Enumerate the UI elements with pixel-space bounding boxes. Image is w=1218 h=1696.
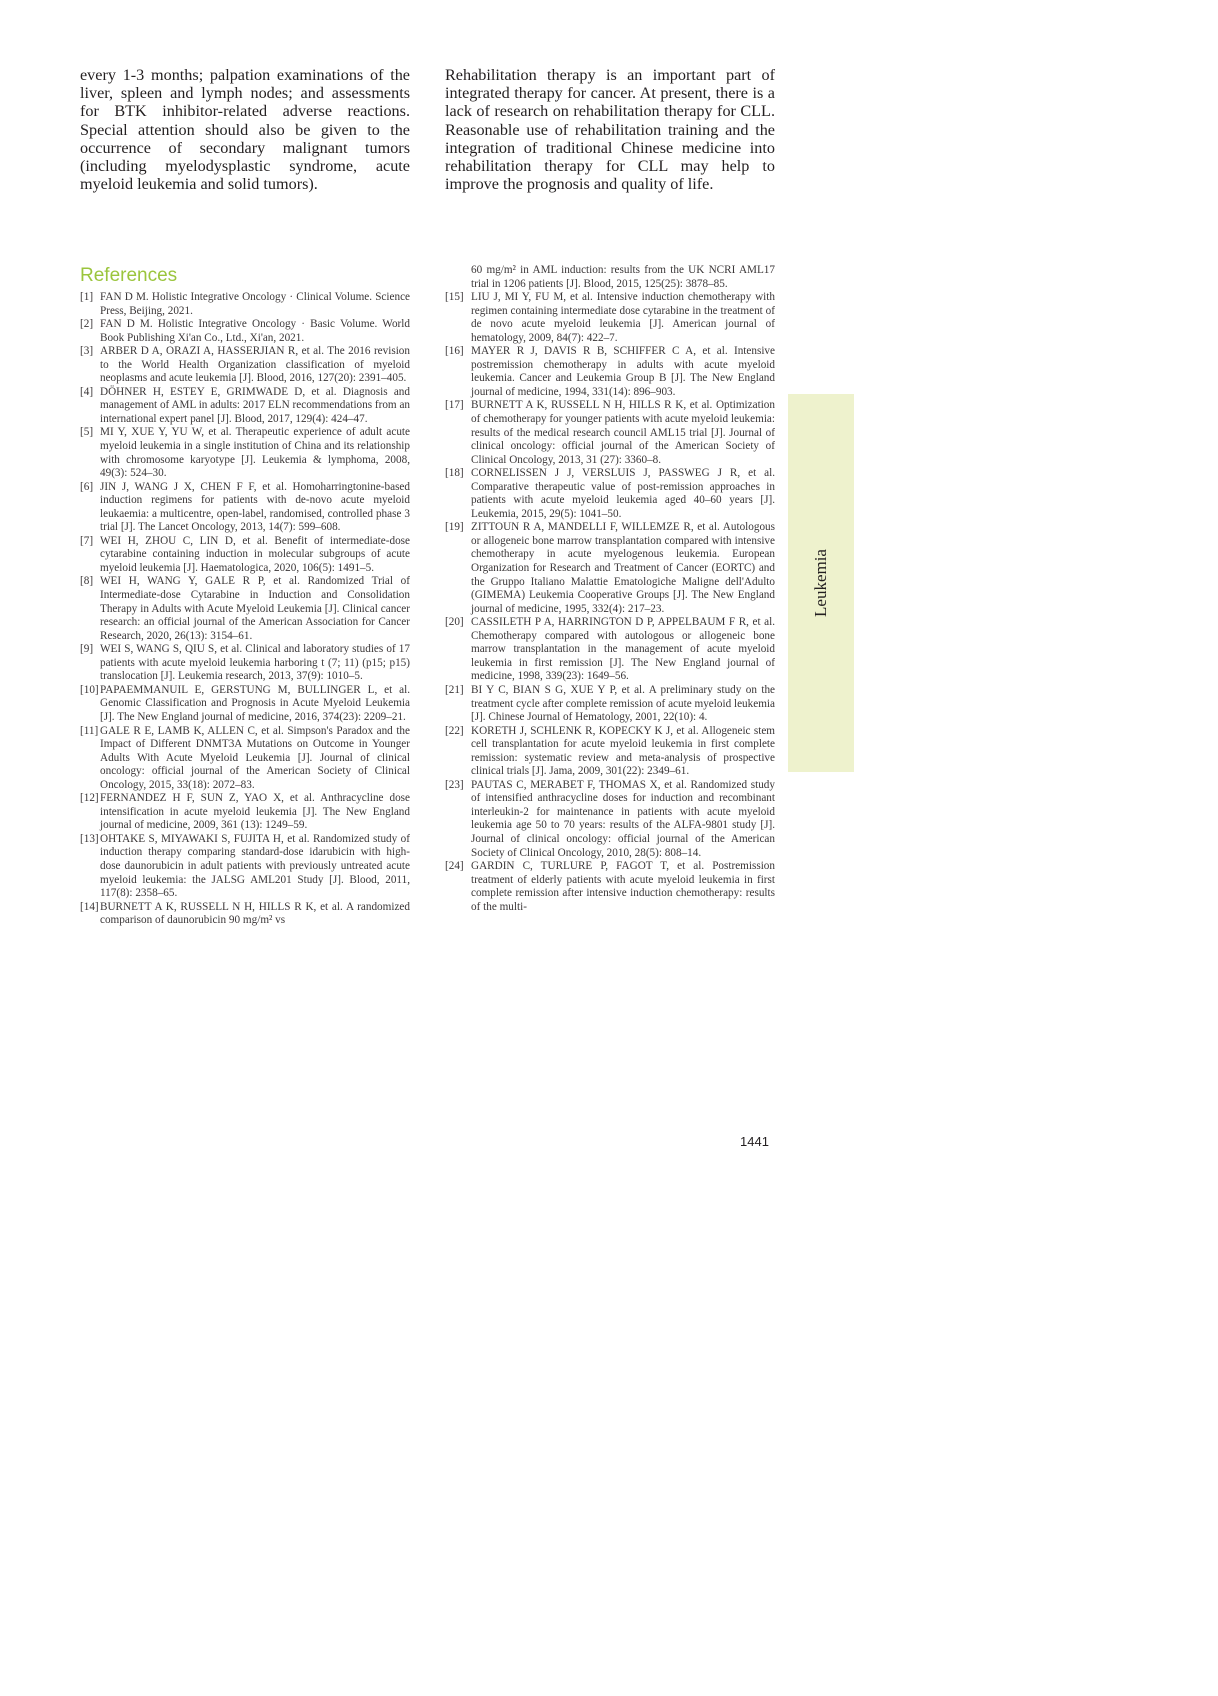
reference-item <box>445 345 775 399</box>
reference-number: [22] <box>445 724 464 737</box>
reference-list-left <box>80 291 410 928</box>
reference-number: [17] <box>445 399 464 412</box>
reference-continuation: 60 mg/m² in AML induction: results from the UK NCRI AML17 trial in 1206 patients [J]. Blood, 2015, 125(25): 3878–85. <box>471 264 775 290</box>
reference-number: [3] <box>80 345 94 358</box>
reference-number: [19] <box>445 521 464 534</box>
reference-number: [15] <box>445 291 464 304</box>
reference-text: LIU J, MI Y, FU M, et al. Intensive induction chemotherapy with regimen containing intermediate dose cytarabine in the treatment of de novo acute myeloid leukemia [J]. American journal of hematology, 2009, 84(7): 422–7. <box>471 291 775 344</box>
reference-number: [12] <box>80 792 99 805</box>
reference-text: DÖHNER H, ESTEY E, GRIMWADE D, et al. Diagnosis and management of AML in adults: 2017 ELN recommendations from an international expert panel [J]. Blood, 2017, 129(4): 424–47. <box>100 385 410 425</box>
reference-number: [20] <box>445 616 464 629</box>
reference-item <box>80 575 410 643</box>
reference-number: [5] <box>80 426 94 439</box>
reference-item <box>80 792 410 833</box>
reference-text: MI Y, XUE Y, YU W, et al. Therapeutic experience of adult acute myeloid leukemia in a single institution of China and its relationship with chromosome karyotype [J]. Leukemia & lymphoma, 2008, 49(3): 524–30. <box>100 426 410 480</box>
body-text-right <box>445 66 775 193</box>
reference-text: GARDIN C, TURLURE P, FAGOT T, et al. Postremission treatment of elderly patients with acute myeloid leukemia in first complete remission after intensive induction chemotherapy: results of the multi- <box>471 860 775 913</box>
reference-item <box>445 860 775 914</box>
reference-item <box>80 386 410 427</box>
reference-item <box>80 291 410 318</box>
reference-number: [7] <box>80 534 94 547</box>
reference-item <box>80 684 410 725</box>
reference-number: [2] <box>80 318 94 331</box>
reference-text: FAN D M. Holistic Integrative Oncology · Basic Volume. World Book Publishing Xi'an Co., Ltd., Xi'an, 2021. <box>100 318 410 344</box>
reference-item <box>80 901 410 928</box>
reference-number: [23] <box>445 778 464 791</box>
reference-list-right <box>445 264 775 914</box>
reference-item <box>445 684 775 725</box>
reference-item <box>445 725 775 779</box>
reference-text: FAN D M. Holistic Integrative Oncology · Clinical Volume. Science Press, Beijing, 2021. <box>100 291 410 317</box>
reference-text: CORNELISSEN J J, VERSLUIS J, PASSWEG J R, et al. Comparative therapeutic value of post-remission approaches in patients with acute myeloid leukemia aged 40–60 years [J]. Leukemia, 2015, 29(5): 1041–50. <box>471 467 775 520</box>
reference-item <box>80 643 410 684</box>
reference-number: [4] <box>80 385 94 398</box>
page-number: 1441 <box>740 1134 769 1149</box>
body-paragraph: every 1-3 months; palpation examinations of the liver, spleen and lymph nodes; and assessments for BTK inhibitor-related adverse reactions. Special attention should also be given to the occurrence of secondary malignant tumors (including myelodysplastic syndrome, acute myeloid leukemia and solid tumors). <box>80 66 410 194</box>
reference-text: JIN J, WANG J X, CHEN F F, et al. Homoharringtonine-based induction regimens for patients with de-novo acute myeloid leukaemia: a multicentre, open-label, randomised, controlled phase 3 trial [J]. The Lancet Oncology, 2013, 14(7): 599–608. <box>100 480 410 534</box>
reference-item <box>445 291 775 345</box>
body-text-left <box>80 66 410 193</box>
section-tab <box>788 394 854 772</box>
reference-number: [16] <box>445 345 464 358</box>
reference-number: [18] <box>445 467 464 480</box>
body-paragraph: Rehabilitation therapy is an important part of integrated therapy for cancer. At present, there is a lack of research on rehabilitation therapy for CLL. Reasonable use of rehabilitation training and the integration of traditional Chinese medicine into rehabilitation therapy for CLL may help to improve the prognosis and quality of life. <box>445 66 775 194</box>
section-tab-label: Leukemia <box>811 549 830 617</box>
reference-text: OHTAKE S, MIYAWAKI S, FUJITA H, et al. Randomized study of induction therapy comparing standard-dose idarubicin with high-dose daunorubicin in adult patients with previously untreated acute myeloid leukemia: the JALSG AML201 Study [J]. Blood, 2011, 117(8): 2358–65. <box>100 832 410 900</box>
reference-text: BI Y C, BIAN S G, XUE Y P, et al. A preliminary study on the treatment cycle after complete remission of acute myeloid leukemia [J]. Chinese Journal of Hematology, 2001, 22(10): 4. <box>471 683 775 724</box>
reference-text: WEI H, ZHOU C, LIN D, et al. Benefit of intermediate-dose cytarabine containing induction in molecular subgroups of acute myeloid leukemia [J]. Haematologica, 2020, 106(5): 1491–5. <box>100 534 410 574</box>
reference-text: BURNETT A K, RUSSELL N H, HILLS R K, et al. A randomized comparison of daunorubicin 90 mg/m² vs <box>100 900 410 927</box>
reference-text: MAYER R J, DAVIS R B, SCHIFFER C A, et al. Intensive postremission chemotherapy in adults with acute myeloid leukemia. Cancer and Leukemia Group B [J]. The New England journal of medicine, 1994, 331(14): 896–903. <box>471 345 775 398</box>
reference-text: CASSILETH P A, HARRINGTON D P, APPELBAUM F R, et al. Chemotherapy compared with autologous or allogeneic bone marrow transplantation in the management of acute myeloid leukemia in first remission [J]. The New England journal of medicine, 1998, 339(23): 1649–56. <box>471 616 775 683</box>
reference-item <box>80 426 410 480</box>
reference-number: [13] <box>80 832 99 845</box>
reference-item <box>80 318 410 345</box>
reference-number: [1] <box>80 291 94 303</box>
reference-text: BURNETT A K, RUSSELL N H, HILLS R K, et al. Optimization of chemotherapy for younger patients with acute myeloid leukemia: results of the medical research council AML15 trial [J]. Journal of clinical oncology: official journal of the American Society of Clinical Oncology, 2013, 31 (27): 3360–8. <box>471 399 775 466</box>
reference-text: GALE R E, LAMB K, ALLEN C, et al. Simpson's Paradox and the Impact of Different DNMT3A Mutations on Outcome in Younger Adults With Acute Myeloid Leukemia [J]. Journal of clinical oncology: official journal of the American Society of Clinical Oncology, 2015, 33(18): 2072–83. <box>100 724 410 791</box>
reference-item <box>445 467 775 521</box>
reference-number: [10] <box>80 683 99 696</box>
reference-text: WEI H, WANG Y, GALE R P, et al. Randomized Trial of Intermediate-dose Cytarabine in Induction and Consolidation Therapy in Adults with Acute Myeloid Leukemia [J]. Clinical cancer research: an official journal of the American Association for Cancer Research, 2020, 26(13): 3154–61. <box>100 575 410 642</box>
reference-number: [6] <box>80 480 94 493</box>
reference-text: WEI S, WANG S, QIU S, et al. Clinical and laboratory studies of 17 patients with acute myeloid leukemia harboring t (7; 11) (p15; p15) translocation [J]. Leukemia research, 2013, 37(9): 1010–5. <box>100 643 410 683</box>
reference-number: [24] <box>445 860 464 873</box>
reference-number: [8] <box>80 575 94 588</box>
reference-text: ZITTOUN R A, MANDELLI F, WILLEMZE R, et al. Autologous or allogeneic bone marrow transplantation compared with intensive chemotherapy in acute myelogenous leukemia. European Organization for Research and Treatment of Cancer (EORTC) and the Gruppo Italiano Malattie Ematologiche Maligne dell'Adulto (GIMEMA) Leukemia Cooperative Groups [J]. The New England journal of medicine, 1995, 332(4): 217–23. <box>471 521 775 615</box>
reference-number: [11] <box>80 724 99 737</box>
reference-item <box>80 481 410 535</box>
reference-item <box>80 725 410 793</box>
reference-text: FERNANDEZ H F, SUN Z, YAO X, et al. Anthracycline dose intensification in acute myeloid leukemia [J]. The New England journal of medicine, 2009, 361 (13): 1249–59. <box>100 792 410 832</box>
reference-number: [21] <box>445 683 464 696</box>
reference-item <box>80 345 410 386</box>
reference-text: PAPAEMMANUIL E, GERSTUNG M, BULLINGER L, et al. Genomic Classification and Prognosis in Acute Myeloid Leukemia [J]. The New England journal of medicine, 2016, 374(23): 2209–21. <box>100 683 410 723</box>
reference-text: ARBER D A, ORAZI A, HASSERJIAN R, et al. The 2016 revision to the World Health Organization classification of myeloid neoplasms and acute leukemia [J]. Blood, 2016, 127(20): 2391–405. <box>100 345 410 385</box>
reference-item <box>445 616 775 684</box>
reference-item <box>80 535 410 576</box>
reference-item <box>445 779 775 860</box>
reference-text: PAUTAS C, MERABET F, THOMAS X, et al. Randomized study of intensified anthracycline doses for induction and recombinant interleukin-2 for maintenance in patients with acute myeloid leukemia age 50 to 70 years: results of the ALFA-9801 study [J]. Journal of clinical oncology: official journal of the American Society of Clinical Oncology, 2010, 28(5): 808–14. <box>471 778 775 859</box>
reference-item <box>445 399 775 467</box>
references-heading: References <box>80 265 178 286</box>
reference-number: [9] <box>80 643 94 656</box>
reference-item <box>445 521 775 616</box>
reference-number: [14] <box>80 900 99 913</box>
reference-item <box>80 833 410 901</box>
reference-text: KORETH J, SCHLENK R, KOPECKY K J, et al. Allogeneic stem cell transplantation for acute myeloid leukemia in first complete remission: systematic review and meta-analysis of prospective clinical trials [J]. Jama, 2009, 301(22): 2349–61. <box>471 724 775 778</box>
